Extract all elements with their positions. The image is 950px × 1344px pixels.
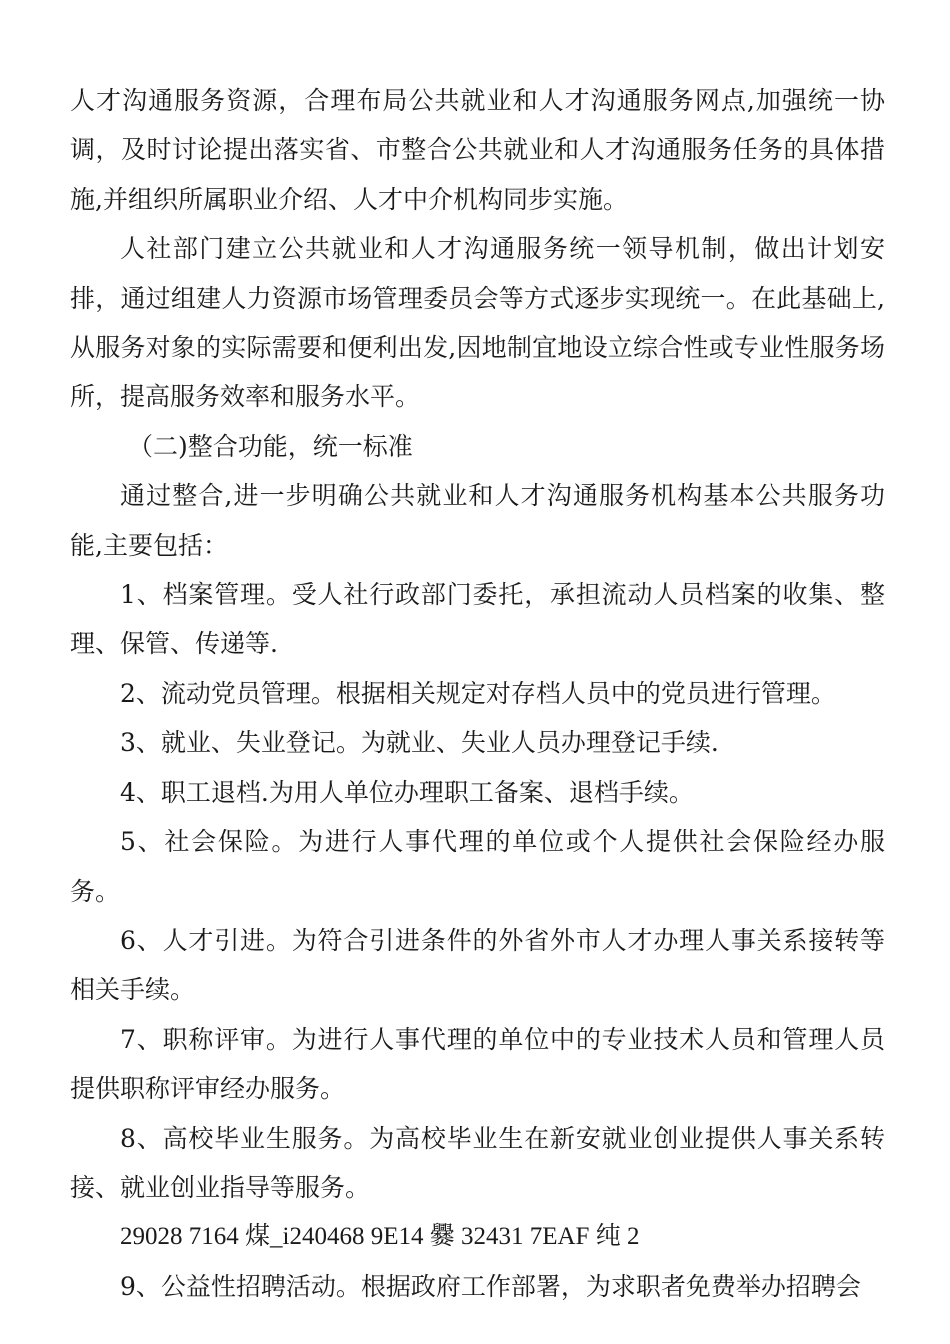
paragraph-leadership-mechanism: 人社部门建立公共就业和人才沟通服务统一领导机制，做出计划安排，通过组建人力资源市场管理委员会等方式逐步实现统一。在此基础上,从服务对象的实际需要和便利出发,因地制宜地设立综合性或专业性服务场所，提高服务效率和服务水平。	[70, 234, 885, 412]
list-item-archive-management: 1、档案管理。受人社行政部门委托，承担流动人员档案的收集、整理、保管、传递等.	[70, 580, 885, 659]
paragraph-service-functions-intro: 通过整合,进一步明确公共就业和人才沟通服务机构基本公共服务功能,主要包括：	[70, 481, 885, 560]
list-item-employee-archive-withdrawal: 4、职工退档.为用人单位办理职工备案、退档手续。	[120, 777, 694, 807]
section-heading-integrate-functions: （二)整合功能，统一标准	[128, 431, 413, 461]
list-item-public-recruitment: 9、公益性招聘活动。根据政府工作部署，为求职者免费举办招聘会	[120, 1271, 861, 1301]
list-item-graduate-services: 8、高校毕业生服务。为高校毕业生在新安就业创业提供人事关系转接、就业创业指导等服务。	[70, 1123, 885, 1202]
code-text-line: 29028 7164 煤_i240468 9E14 爨 32431 7EAF 纯 2	[120, 1223, 640, 1251]
paragraph-resource-layout: 人才沟通服务资源，合理布局公共就业和人才沟通服务网点,加强统一协调，及时讨论提出落实省、市整合公共就业和人才沟通服务任务的具体措施,并组织所属职业介绍、人才中介机构同步实施。	[70, 86, 885, 214]
list-item-social-insurance: 5、社会保险。为进行人事代理的单位或个人提供社会保险经办服务。	[70, 827, 885, 906]
list-item-employment-registration: 3、就业、失业登记。为就业、失业人员办理登记手续.	[120, 728, 719, 758]
document-body	[70, 76, 885, 1311]
list-item-title-evaluation: 7、职称评审。为进行人事代理的单位中的专业技术人员和管理人员提供职称评审经办服务。	[70, 1024, 885, 1104]
list-item-talent-introduction: 6、人才引进。为符合引进条件的外省外市人才办理人事关系接转等相关手续。	[70, 925, 885, 1005]
list-item-party-member-management: 2、流动党员管理。根据相关规定对存档人员中的党员进行管理。	[120, 678, 836, 708]
